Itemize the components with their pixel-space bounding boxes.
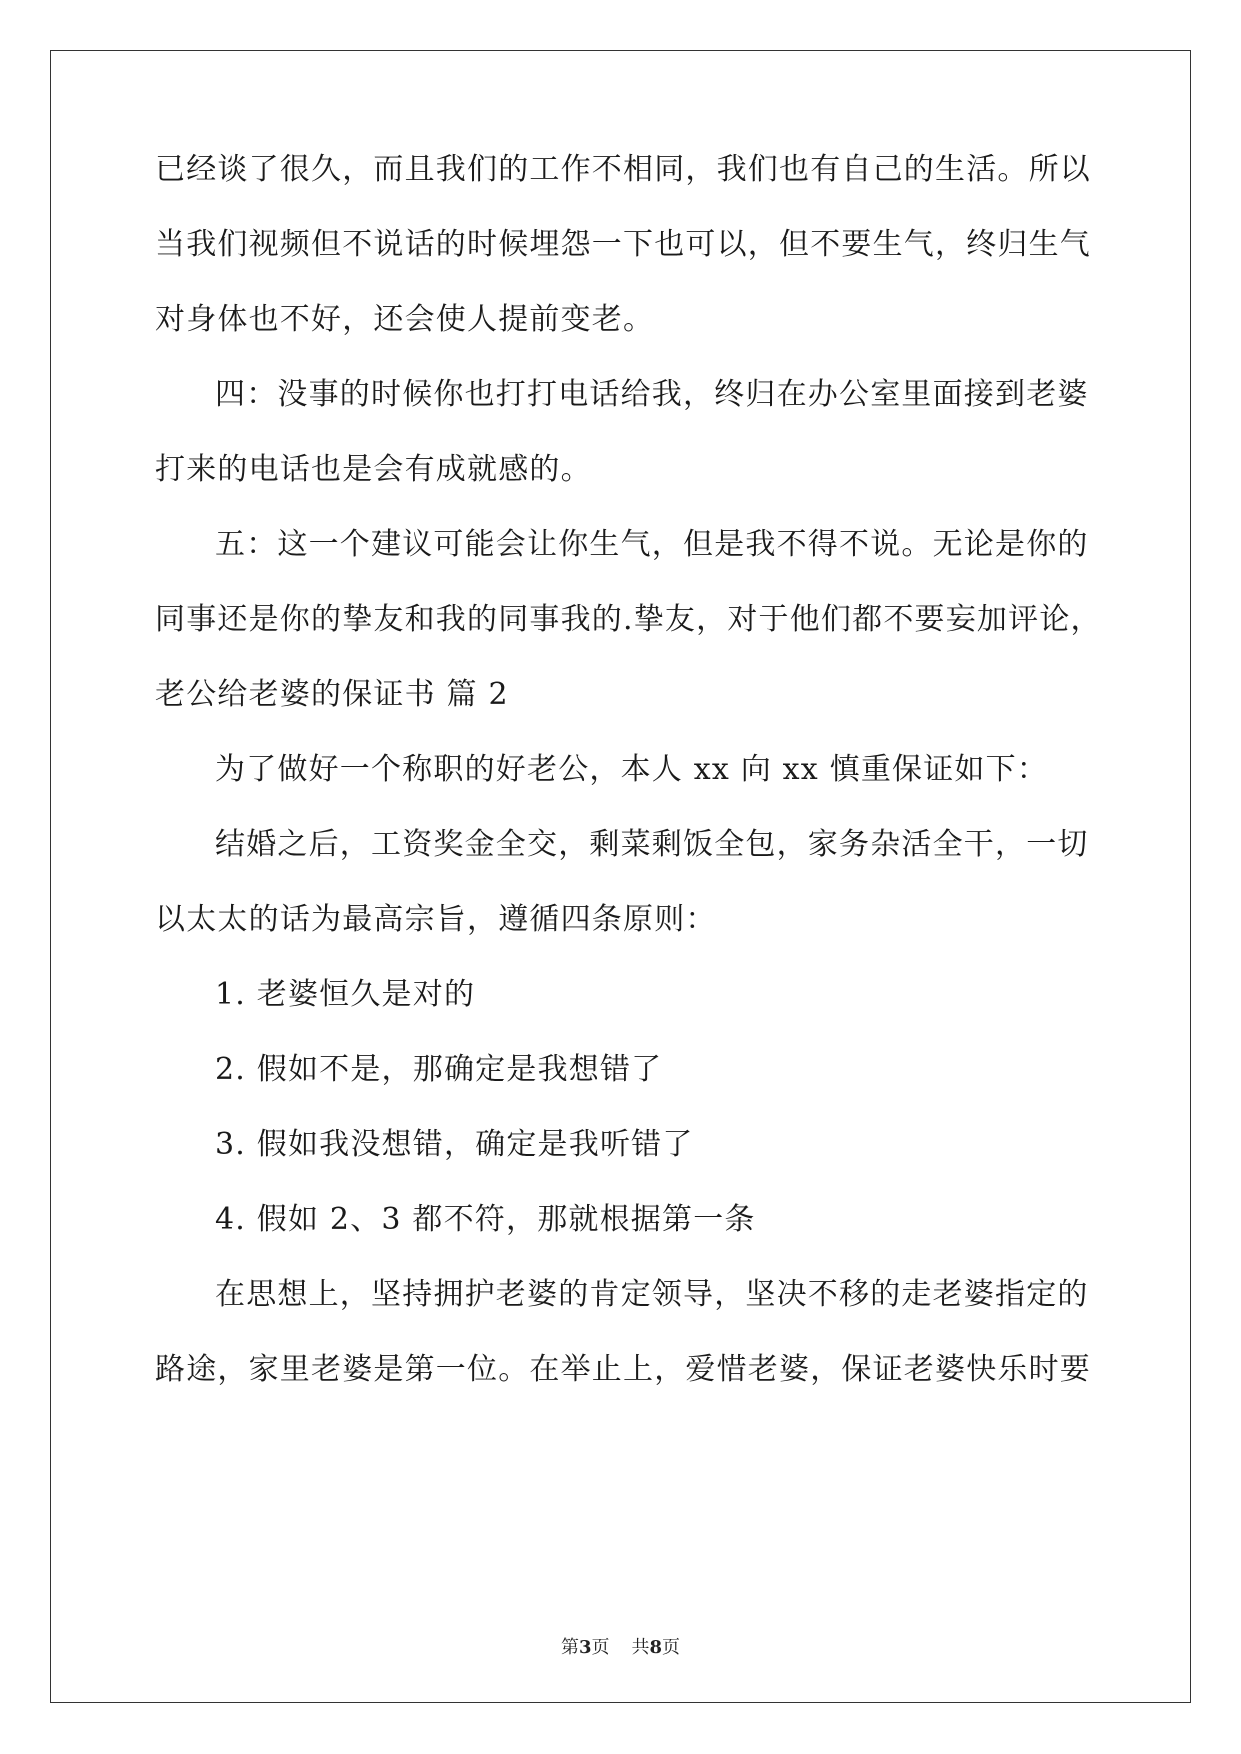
footer-total-prefix: 共 (631, 1637, 650, 1658)
list-item: 2. 假如不是，那确定是我想错了 (215, 1052, 663, 1087)
footer-total-pages: 8 (649, 1637, 663, 1658)
body-line: 对身体也不好，还会使人提前变老。 (155, 302, 655, 337)
list-item: 1. 老婆恒久是对的 (215, 977, 476, 1012)
footer-total-suffix: 页 (662, 1637, 681, 1658)
body-line: 四：没事的时候你也打打电话给我，终归在办公室里面接到老婆 (215, 377, 1089, 412)
page-frame (50, 50, 1191, 1703)
body-line: 当我们视频但不说话的时候埋怨一下也可以，但不要生气，终归生气 (155, 227, 1091, 262)
section-heading: 老公给老婆的保证书 篇 2 (155, 677, 509, 712)
body-line: 已经谈了很久，而且我们的工作不相同，我们也有自己的生活。所以 (155, 152, 1091, 187)
body-line: 路途，家里老婆是第一位。在举止上，爱惜老婆，保证老婆快乐时要 (155, 1352, 1091, 1387)
footer-page-number: 3 (578, 1637, 592, 1658)
body-line: 在思想上，坚持拥护老婆的肯定领导，坚决不移的走老婆指定的 (215, 1277, 1089, 1312)
page-footer (0, 1636, 1241, 1660)
body-line: 五：这一个建议可能会让你生气，但是我不得不说。无论是你的 (215, 527, 1089, 562)
list-item: 3. 假如我没想错，确定是我听错了 (215, 1127, 694, 1162)
body-line: 以太太的话为最高宗旨，遵循四条原则： (155, 902, 717, 937)
body-line: 为了做好一个称职的好老公，本人 xx 向 xx 慎重保证如下： (215, 752, 1049, 787)
body-line: 打来的电话也是会有成就感的。 (155, 452, 592, 487)
footer-prefix: 第 (560, 1637, 579, 1658)
body-line: 结婚之后，工资奖金全交，剩菜剩饭全包，家务杂活全干，一切 (215, 827, 1089, 862)
footer-page-suffix: 页 (591, 1637, 610, 1658)
body-line: 同事还是你的挚友和我的同事我的.挚友，对于他们都不要妄加评论， (155, 602, 1102, 637)
list-item: 4. 假如 2、3 都不符，那就根据第一条 (215, 1202, 756, 1237)
